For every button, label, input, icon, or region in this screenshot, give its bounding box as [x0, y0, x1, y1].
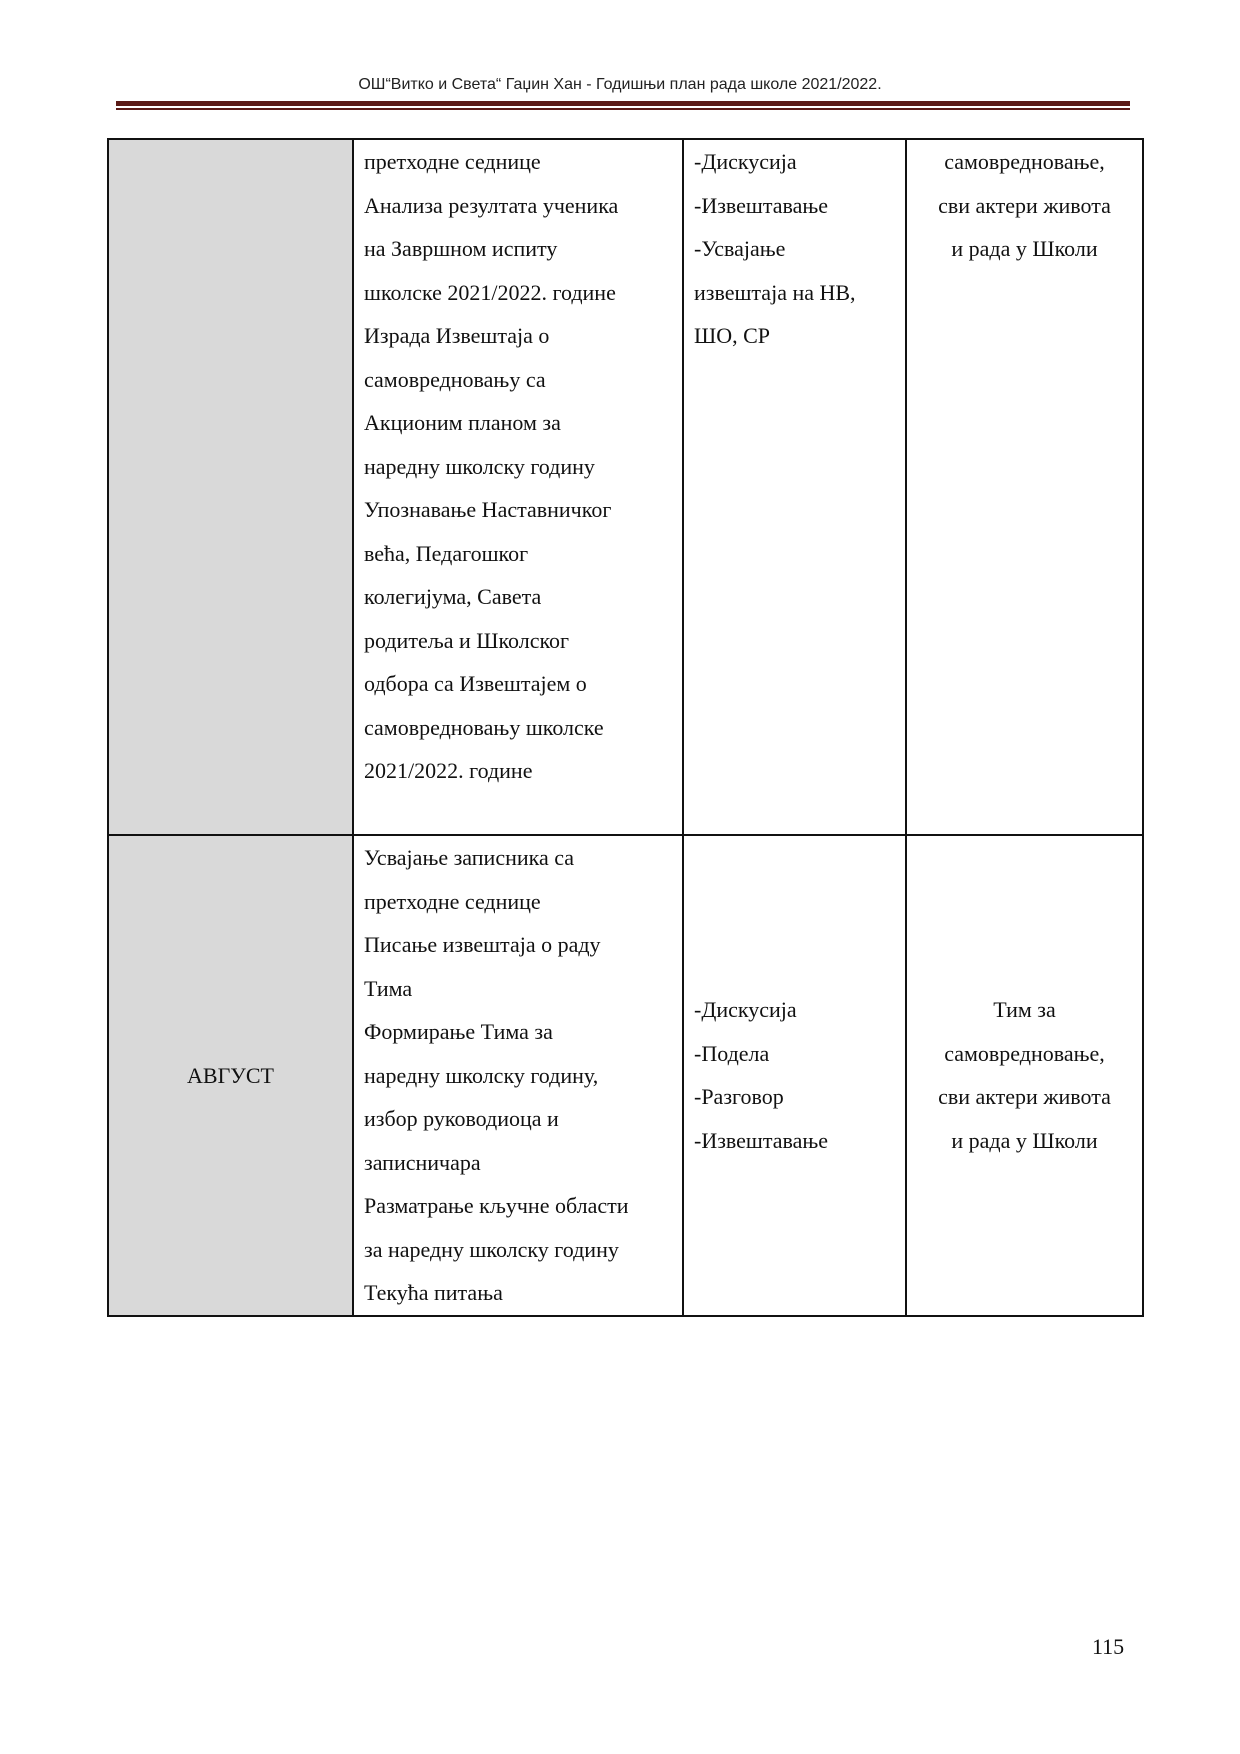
activity-line: претходне седнице [364, 149, 541, 174]
activity-line: већа, Педагошког [364, 540, 529, 566]
activity-line: одбора са Извештајем о [364, 671, 587, 696]
activity-line: Анализа резултата ученика [364, 192, 619, 218]
activity-line: Израда Извештаја о [364, 323, 550, 348]
table-row [108, 835, 1143, 1316]
activity-line: Акционим планом за [364, 410, 561, 435]
method-line: извештаја на НВ, [694, 279, 856, 305]
activities-cell [353, 139, 683, 835]
header-rule-thin [116, 108, 1130, 110]
table-row [108, 139, 1143, 835]
activity-line: Усвајање записника са [364, 845, 575, 870]
method-line: -Усвајање [694, 236, 786, 261]
actors-cell [906, 139, 1143, 835]
activity-line: записничара [364, 1149, 481, 1175]
activity-line: Тима [364, 975, 413, 1001]
actor-line: сви актери живота [938, 192, 1111, 218]
month-cell [108, 139, 353, 835]
activity-line: самовредновању са [364, 366, 546, 392]
activity-line: Разматрање кључне области [364, 1193, 629, 1218]
methods-cell [683, 835, 906, 1316]
method-line: ШО, СР [694, 323, 770, 348]
activity-line: Упознавање Наставничког [364, 497, 612, 522]
method-line: -Извештавање [694, 1127, 829, 1153]
activity-line: 2021/2022. године [364, 758, 533, 783]
activity-line: на Завршном испиту [364, 236, 558, 261]
activity-line: избор руководиоца и [364, 1106, 559, 1131]
page-header: ОШ“Витко и Света“ Гаџин Хан - Годишњи план рада школе 2021/2022. [358, 76, 882, 93]
month-cell: АВГУСТ [108, 835, 353, 1316]
activity-line: Текућа питања [364, 1280, 503, 1305]
method-line: -Дискусија [694, 997, 797, 1023]
method-line: -Разговор [694, 1084, 784, 1110]
activity-line: наредну школску годину [364, 453, 595, 479]
page-number: 115 [1092, 1634, 1125, 1659]
activity-line: претходне седнице [364, 888, 541, 914]
method-line: -Подела [694, 1040, 770, 1066]
activity-line: Писање извештаја о раду [364, 932, 601, 957]
activity-line: наредну школску годину, [364, 1062, 599, 1088]
actor-line: и рада у Школи [951, 236, 1098, 261]
method-line: -Дискусија [694, 149, 797, 174]
method-line: -Извештавање [694, 192, 829, 218]
actor-line: Тим за [993, 997, 1056, 1023]
activities-cell [353, 835, 683, 1316]
methods-cell [683, 139, 906, 835]
activity-line: школске 2021/2022. године [364, 279, 616, 305]
header-rule-thick [116, 101, 1130, 106]
activity-line: самовредновању школске [364, 714, 604, 740]
actor-line: самовредновање, [944, 1040, 1105, 1066]
actor-line: самовредновање, [944, 149, 1105, 174]
actor-line: сви актери живота [938, 1084, 1111, 1110]
actor-line: и рада у Школи [951, 1127, 1098, 1153]
activity-line: родитеља и Школског [364, 627, 570, 653]
actors-cell [906, 835, 1143, 1316]
plan-table [107, 138, 1144, 1317]
activity-line: колегијума, Савета [364, 584, 542, 609]
activity-line: Формирање Тима за [364, 1019, 553, 1044]
activity-line: за наредну школску годину [364, 1236, 619, 1262]
